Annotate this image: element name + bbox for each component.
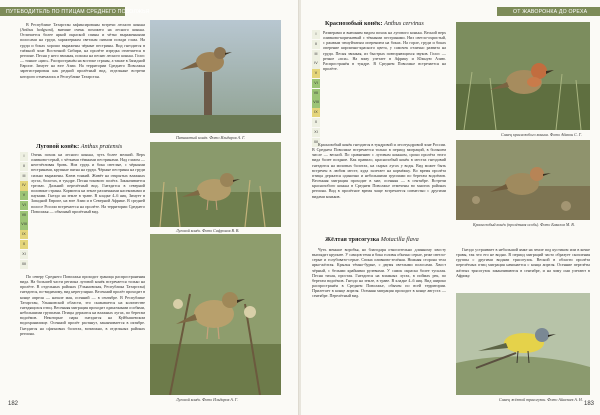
month-cell: VI (20, 201, 28, 210)
yellow-wagtail-text-2 (456, 247, 590, 291)
species-title-yellow-wagtail (325, 236, 419, 243)
red-throated-pipit-image (456, 22, 590, 130)
meadow-pipit-paragraph-2: По северу Среднего Поволжья проходит граница распространения вида. На большей части региона луговой конёк встречается только на пролёте. В отдельных районах (Ульяновская, Республика Татарстан) гнездится, по-видимому, вид нерегулярно. Весенний пролёт проходит в конце апреля — начале мая, осенний — в сентябре. В Республике Татарстан, Ульяновской области, это сказывается на количестве гнездящихся птиц. Весенняя миграция проходит одиночными особями, небольшими группами. Птицы держатся на влажных лугах, по берегам водоёмов. Некоторые пары гнездятся на Куйбышевском водохранилище. Осенний пролёт растянут, заканчивается в октябре. Гнездятся на сфагновых болотах, возможно, в отдельных районах региона. (20, 274, 145, 336)
meadow-pipit-branch-image (150, 234, 281, 395)
right-page (301, 0, 600, 415)
month-cell: III (312, 50, 320, 59)
month-cell: I (20, 152, 28, 161)
meadow-pipit-text (31, 152, 145, 272)
left-page (0, 0, 299, 415)
red-throated-pipit-paragraph-2: Краснозобый конёк гнездится в тундровой и лесотундровой зоне России. В Среднем Поволжье встречается только в период миграций, в большем числе — весной. По сравнению с луговым коньком, сроки пролёта этого вида более поздние. Как правило, краснозобый конёк в местах гнездовий гнездится на моховых болотах, на сырых лугах у воды. Вид может быть встречен в любом месте, куда залетает на кормёжку. Во время пролёта птицы держатся одиночно и небольшими группами по берегам водоёмов. Весенняя миграция проходит в мае, осенняя — в сентябре. Встречи краснозобого конька в Среднем Поволжье отмечены во многих районах региона. Вид в пролётное время чаще встречается совместно с другими видами коньков. (312, 142, 446, 199)
species-title-meadow-pipit: Луговой конёк: Anthus pratensis (36, 143, 123, 150)
month-cell: II (312, 40, 320, 49)
photo6-caption: Самец жёлтой трясогузки. Фото Айгазиев А. Н. (499, 397, 583, 402)
species-latin: Anthus cervinus (384, 20, 424, 27)
red-throated-pipit-text-2 (312, 142, 446, 234)
species-name: Жёлтая трясогузка (325, 236, 380, 243)
red-throated-pipit-paragraph: Размерами и внешним видом похож на лугового конька. Весной верх оливково-коричневый с тёмными пестринами. Низ светло-охристый, с ржавым чешуйчатым оперением на боках. На горле, груди и боках оперение кирпично-красного цвета, у самочек отлично развита на груди. Песня звонкая, из быстрых повторяющихся звуков. Голос — резкое «пси». На зиму улетает в Африку и Южную Азию. Распространён в тундре. В Среднем Поволжье встречается на пролёте. (323, 30, 446, 72)
month-cell: V (20, 191, 28, 200)
photo2-caption: Луговой конёк. Фото Сафронов В. В. (176, 228, 240, 233)
month-cell: X (312, 118, 320, 127)
photo-meadow-pipit-1 (150, 142, 281, 227)
running-title: ПУТЕВОДИТЕЛЬ ПО ПТИЦАМ СРЕДНЕГО ПОВОЛЖЬЯ (6, 8, 150, 15)
intro-paragraph: В Республике Татарстан зафиксированы встречи лесного конька (Anthus hodgsoni), внешне очень похожего на лесного конька. Отличается более яркой окраской спины и чётко выраженными полосами на груди, характерным светлым пятном позади глаза. На груди и боках хорошо выражены чёрные пестрины. Вид гнездится в таёжной зоне Восточной Сибири, на пролёте изредка отмечается в регионе. Песня у него звонкая, похожа на песню лесного конька. Голос — тонкое «цип». Распространён на востоке страны, а также в Западной Европе. Зимует на юге Азии. На территории Среднего Поволжья зарегистрирован как редкий пролётный вид, отдельные встречи которого отмечались в Республике Татарстан. (20, 22, 145, 79)
photo3-caption: Луговой конёк. Фото Ильдаров А. Г. (176, 397, 238, 402)
yellow-wagtail-paragraph: Чуть меньше воробья, но благодаря относительно длинному хвосту выглядит крупнее. У самцов темя и бока головы обычно серые, реже светло-серые и голубовато-серые. Спина оливково-зелёная. Нижняя сторона тела ярко-жёлтая. Крылья тёмно-бурые, с двумя светлыми полосами. Хвост чёрный, с белыми крайними рулевыми. У самок окраска более тусклая. Песня тихая, простая. Гнездится на влажных лугах, в поймах рек, по берегам водоёмов. Гнездо на земле, в траве. В кладке 4–6 яиц. Вид широко распространён в Среднем Поволжье, обычен по всей территории. Прилетает в конце апреля. Осенняя миграция проходит в конце августа — сентябре. Перелётный вид. (312, 247, 446, 299)
page-number-left: 182 (8, 401, 19, 407)
species-title-red-throated-pipit: Краснозобый конёк: Anthus cervinus (325, 20, 424, 27)
running-head-left (0, 7, 299, 16)
photo-red-throated-pipit-2 (456, 140, 590, 220)
species-latin: Anthus pratensis (80, 143, 123, 150)
month-cell: IV (312, 59, 320, 68)
month-cell: X (20, 240, 28, 249)
running-head-right (301, 7, 600, 16)
photo5-caption: Краснозобый конёк (пролётная особь). Фото Бакалов М. В. (473, 222, 575, 227)
photo4-caption: Самец краснозобого конька. Фото Абакон С. Г. (501, 132, 582, 137)
month-cell: VII (20, 211, 28, 220)
pipit-on-post-image (150, 20, 281, 133)
meadow-pipit-text-2 (20, 274, 145, 399)
species-name: Краснозобый конёк (325, 20, 381, 27)
species-name: Луговой конёк (36, 143, 78, 150)
month-cell: XII (312, 138, 320, 147)
month-cell: XII (20, 260, 28, 269)
species-latin: Motacilla flava (380, 236, 419, 243)
running-title: ОТ ЖАВОРОНКА ДО ОРЕХА (513, 8, 588, 15)
month-cell: VIII (20, 220, 28, 229)
photo-yellow-wagtail (456, 293, 590, 395)
month-cell: V (312, 69, 320, 78)
month-cell: II (20, 162, 28, 171)
page-number-right: 183 (584, 401, 595, 407)
month-cell: III (20, 172, 28, 181)
month-cell: IX (312, 108, 320, 117)
month-cell: VII (312, 89, 320, 98)
month-calendar-right (312, 30, 320, 147)
photo-meadow-pipit-2 (150, 234, 281, 395)
yellow-wagtail-text (312, 247, 446, 397)
month-cell: XI (312, 128, 320, 137)
red-throated-pipit-text (323, 30, 446, 140)
meadow-pipit-paragraph: Очень похож на лесного конька, чуть более мелкий. Верх оливково-серый, с чёткими тёмными пестринами. Над глазом — неотчётливая бровь. Низ грудь и бока светлые, с чёрными пестринами, крупные пятна на груди. Чёрные пестрины на груди сильно выражены. Клюв тонкий. Живёт на открытых влажных лугах, болотах, в тундре. Песня токового полёта. Заканчивается трелью. Дальний перелётный вид. Гнездится в северной половине страны. Кормится на земле различными насекомыми и пауками. Гнездо на земле в траве. В кладке 4–6 яиц. Зимует в Западной Европе, на юге Азии и в Северной Африке. В средней полосе России встречается на пролёте. На территории Среднего Поволжья — обычный пролётный вид. (31, 152, 145, 214)
month-calendar-left (20, 152, 28, 269)
meadow-pipit-grass-image (150, 142, 281, 227)
red-throated-pipit-ground-image (456, 140, 590, 220)
yellow-wagtail-image (456, 293, 590, 395)
month-cell: XI (20, 250, 28, 259)
month-cell: IV (20, 181, 28, 190)
month-cell: IX (20, 230, 28, 239)
photo-red-throated-pipit-1 (456, 22, 590, 130)
photo-tree-pipit (150, 20, 281, 133)
yellow-wagtail-paragraph-2: Гнездо устраивает в небольшой ямке на земле под кустиком или в кочке травы, так что его не видно. В период миграций часто образует скопления группы с другими видами трясогузок. Весной в области пролёта перелётных птиц миграция начинается с конца апреля. Осенние перелёты жёлтых трясогузок заканчиваются в сентябре, и на зиму они улетают в Африку. (456, 247, 590, 278)
photo1-caption: Пятнистый конёк. Фото Ильдаров А. Г. (176, 135, 246, 140)
intro-text (20, 22, 145, 140)
month-cell: VIII (312, 98, 320, 107)
month-cell: VI (312, 79, 320, 88)
month-cell: I (312, 30, 320, 39)
